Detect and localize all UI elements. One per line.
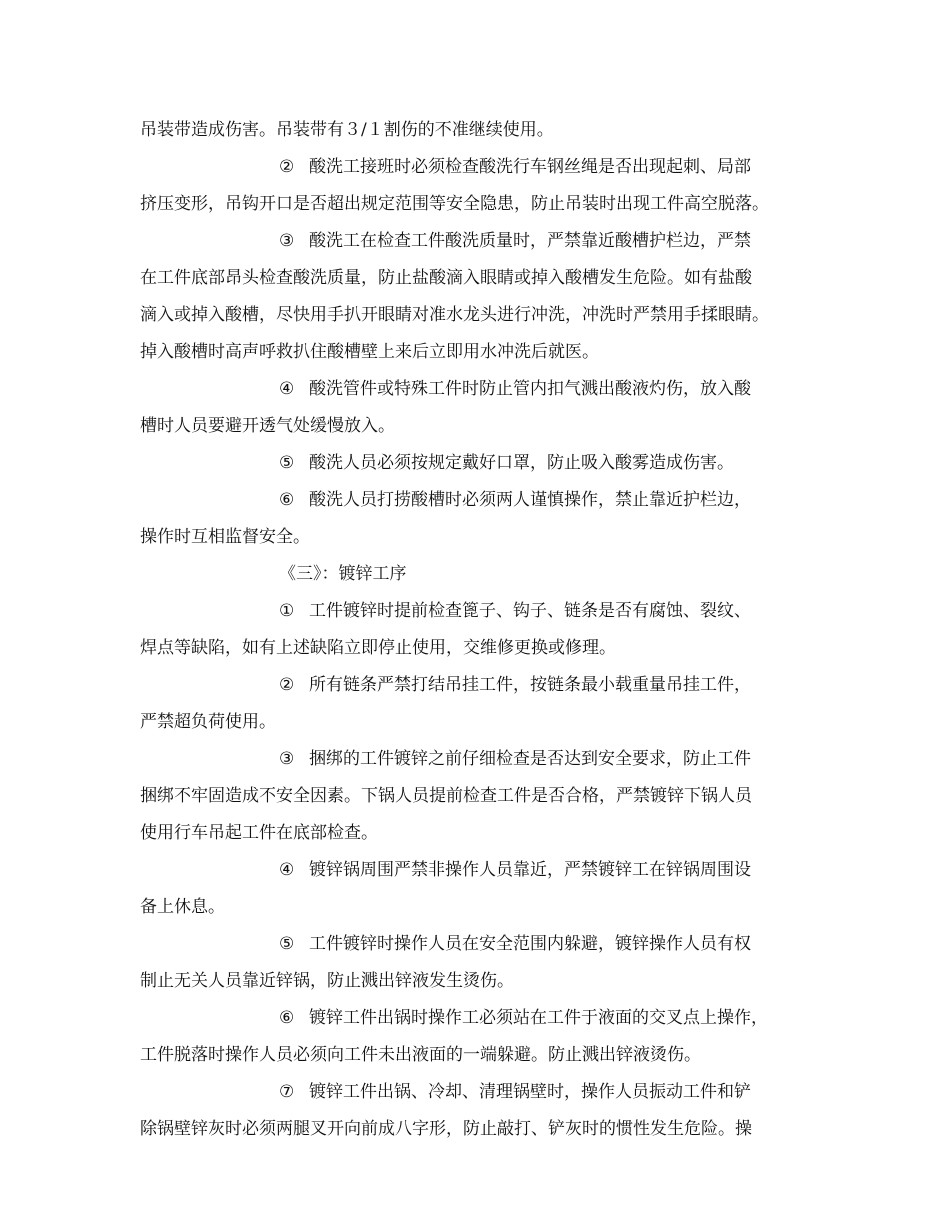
text-line (140, 149, 820, 186)
text-line (140, 334, 820, 371)
line-text: 在工件底部昂头检查酸洗质量，防止盐酸滴入眼睛或掉入酸槽发生危险。如有盐酸 (140, 268, 752, 288)
item-number: ⑤ (279, 453, 295, 473)
line-text: 工件镀锌时提前检查篦子、钩子、链条是否有腐蚀、裂纹、 (309, 601, 751, 621)
text-line (140, 1000, 820, 1037)
item-number: ② (279, 157, 295, 177)
line-text: 酸洗人员打捞酸槽时必须两人谨慎操作，禁止靠近护栏边， (309, 490, 751, 510)
text-line (140, 408, 820, 445)
line-text: 所有链条严禁打结吊挂工件，按链条最小载重量吊挂工件， (309, 675, 751, 695)
item-number: ② (279, 675, 295, 695)
item-number: ④ (279, 860, 295, 880)
line-text: 除锅壁锌灰时必须两腿叉开向前成八字形，防止敲打、铲灰时的惯性发生危险。操 (140, 1119, 752, 1139)
text-line (140, 1037, 820, 1074)
line-text: 焊点等缺陷，如有上述缺陷立即停止使用，交维修更换或修理。 (140, 638, 616, 658)
text-line (140, 186, 820, 223)
text-line (140, 667, 820, 704)
line-text: 酸洗工接班时必须检查酸洗行车钢丝绳是否出现起刺、局部 (309, 157, 751, 177)
text-line (140, 371, 820, 408)
text-line (140, 852, 820, 889)
line-text: 制止无关人员靠近锌锅，防止溅出锌液发生烫伤。 (140, 971, 514, 991)
item-number: ③ (279, 749, 295, 769)
line-text: 吊装带造成伤害。吊装带有３/１割伤的不准继续使用。 (140, 120, 554, 140)
text-line (140, 926, 820, 963)
line-text: 槽时人员要避开透气处缓慢放入。 (140, 416, 395, 436)
item-number: ⑥ (279, 1008, 295, 1028)
line-text: 镀锌工件出锅时操作工必须站在工件于液面的交叉点上操作， (309, 1008, 768, 1028)
line-text: 操作时互相监督安全。 (140, 527, 310, 547)
text-line (140, 482, 820, 519)
text-line (140, 963, 820, 1000)
line-text: 镀锌锅周围严禁非操作人员靠近，严禁镀锌工在锌锅周围设 (309, 860, 751, 880)
text-line (140, 445, 820, 482)
line-text: 镀锌工件出锅、冷却、清理锅壁时，操作人员振动工件和铲 (309, 1082, 751, 1102)
text-line (140, 704, 820, 741)
line-text: 捆绑不牢固造成不安全因素。下锅人员提前检查工件是否合格，严禁镀锌下锅人员 (140, 786, 752, 806)
item-number: ④ (279, 379, 295, 399)
line-text: 备上休息。 (140, 897, 225, 917)
line-text: 掉入酸槽时高声呼救扒住酸槽壁上来后立即用水冲洗后就医。 (140, 342, 599, 362)
line-text: 滴入或掉入酸槽，尽快用手扒开眼睛对准水龙头进行冲洗，冲洗时严禁用手揉眼睛。 (140, 305, 769, 325)
text-line (140, 815, 820, 852)
item-number: ⑦ (279, 1082, 295, 1102)
line-text: 酸洗工在检查工件酸洗质量时，严禁靠近酸槽护栏边，严禁 (309, 231, 751, 251)
line-text: 《三》：镀锌工序 (279, 564, 407, 584)
document-body (140, 112, 820, 1148)
text-line (140, 778, 820, 815)
text-line (140, 260, 820, 297)
text-line (140, 889, 820, 926)
item-number: ⑤ (279, 934, 295, 954)
text-line (140, 297, 820, 334)
text-line (140, 741, 820, 778)
line-text: 酸洗管件或特殊工件时防止管内扣气溅出酸液灼伤，放入酸 (309, 379, 751, 399)
text-line (140, 630, 820, 667)
line-text: 酸洗人员必须按规定戴好口罩，防止吸入酸雾造成伤害。 (309, 453, 734, 473)
text-line (140, 1111, 820, 1148)
text-line (140, 556, 820, 593)
text-line (140, 112, 820, 149)
item-number: ③ (279, 231, 295, 251)
text-line (140, 519, 820, 556)
line-text: 工件镀锌时操作人员在安全范围内躲避，镀锌操作人员有权 (309, 934, 751, 954)
text-line (140, 223, 820, 260)
line-text: 工件脱落时操作人员必须向工件未出液面的一端躲避。防止溅出锌液烫伤。 (140, 1045, 701, 1065)
line-text: 捆绑的工件镀锌之前仔细检查是否达到安全要求，防止工件 (309, 749, 751, 769)
text-line (140, 1074, 820, 1111)
line-text: 挤压变形，吊钩开口是否超出规定范围等安全隐患，防止吊装时出现工件高空脱落。 (140, 194, 769, 214)
item-number: ⑥ (279, 490, 295, 510)
item-number: ① (279, 601, 295, 621)
line-text: 使用行车吊起工件在底部检查。 (140, 823, 378, 843)
text-line (140, 593, 820, 630)
line-text: 严禁超负荷使用。 (140, 712, 276, 732)
